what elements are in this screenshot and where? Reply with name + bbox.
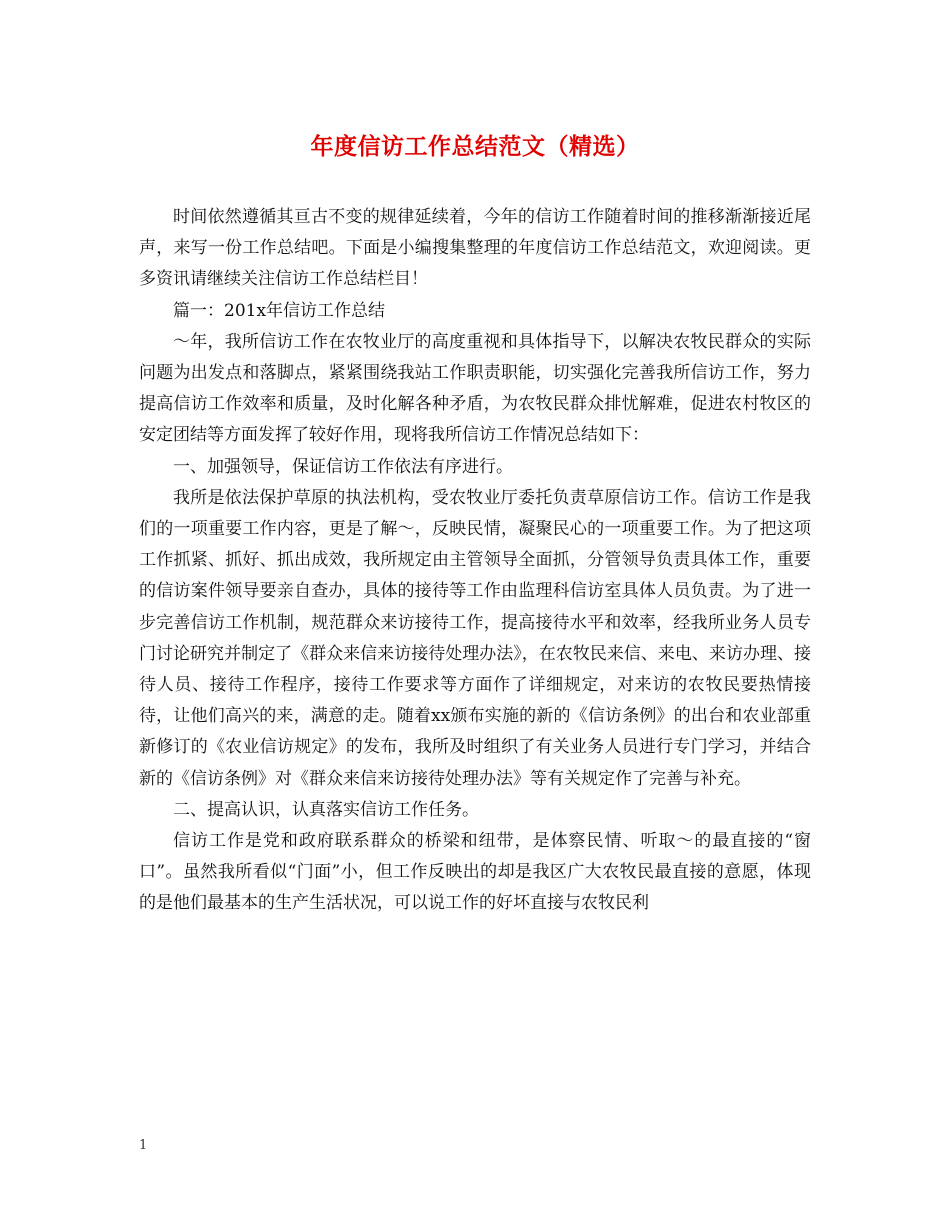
section-1-paragraph: 我所是依法保护草原的执法机构，受农牧业厅委托负责草原信访工作。信访工作是我们的一项重要工作内容，更是了解～，反映民情，凝聚民心的一项重要工作。为了把这项工作抓紧、抓好、抓出成效，我所规定由主管领导全面抓，分管领导负责具体工作，重要的信访案件领导要亲自查办，具体的接待等工作由监理科信访室具体人员负责。为了进一步完善信访工作机制，规范群众来访接待工作，提高接待水平和效率，经我所业务人员专门讨论研究并制定了《群众来信来访接待处理办法》，在农牧民来信、来电、来访办理、接待人员、接待工作程序，接待工作要求等方面作了详细规定，对来访的农牧民要热情接待，让他们高兴的来，满意的走。随着xx颁布实施的新的《信访条例》的出台和农业部重新修订的《农业信访规定》的发布，我所及时组织了有关业务人员进行专门学习，并结合新的《信访条例》对《群众来信来访接待处理办法》等有关规定作了完善与补充。: [139, 487, 811, 789]
section-heading-2: 二、提高认识，认真落实信访工作任务。: [173, 799, 479, 820]
page-number: 1: [139, 1138, 148, 1153]
document-title: 年度信访工作总结范文（精选）: [310, 133, 640, 160]
document-body: [139, 202, 811, 920]
overview-paragraph: ～年，我所信访工作在农牧业厅的高度重视和具体指导下，以解决农牧民群众的实际问题为出发点和落脚点，紧紧围绕我站工作职责职能，切实强化完善我所信访工作，努力提高信访工作效率和质量，及时化解各种矛盾，为农牧民群众排忧解难，促进农村牧区的安定团结等方面发挥了较好作用，现将我所信访工作情况总结如下：: [139, 331, 811, 446]
section-heading-1: 一、加强领导，保证信访工作依法有序进行。: [173, 456, 513, 477]
chapter-heading: 篇一：201x年信访工作总结: [173, 300, 386, 321]
intro-paragraph: 时间依然遵循其亘古不变的规律延续着，今年的信访工作随着时间的推移渐渐接近尾声，来写一份工作总结吧。下面是小编搜集整理的年度信访工作总结范文，欢迎阅读。更多资讯请继续关注信访工作总结栏目！: [139, 207, 811, 290]
section-2-paragraph: 信访工作是党和政府联系群众的桥梁和纽带，是体察民情、听取～的最直接的“窗口”。虽然我所看似“门面”小，但工作反映出的却是我区广大农牧民最直接的意愿，体现的是他们最基本的生产生活状况，可以说工作的好坏直接与农牧民利: [139, 831, 811, 914]
